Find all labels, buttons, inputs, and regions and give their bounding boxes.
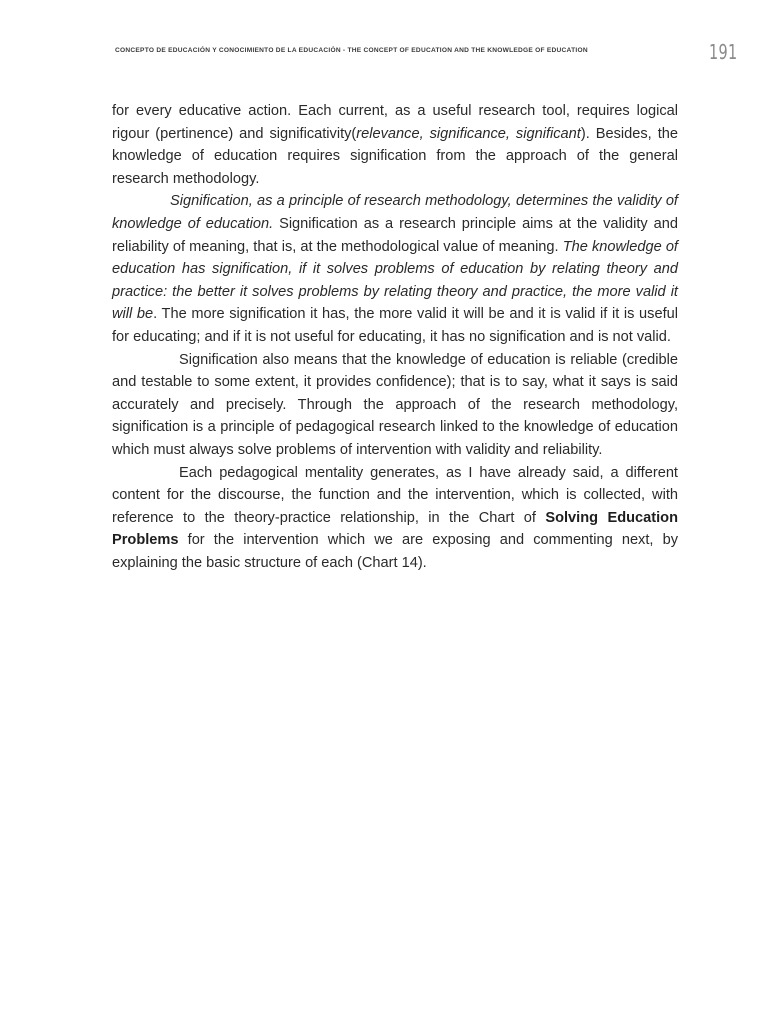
text-segment: for the intervention which we are exposing and commenting next, by explaining the basic structure of each (Chart 14). <box>112 532 678 571</box>
body-text <box>112 100 678 574</box>
text-segment: Signification also means that the knowledge of education is reliable (credible and testable to some extent, it provides confidence); that is to say, what it says is said accurately and precisely. Through the approach of the research methodology, signification is a principle of pedagogical research linked to the knowledge of education which must always solve problems of intervention with validity and reliability. <box>112 351 678 458</box>
text-segment: ). Besides, the knowledge of education requires signification from the approach of the general research methodology. <box>112 125 678 187</box>
text-segment-italic: Signification, as a principle of research methodology, determines the validity of knowledge of education. <box>112 193 678 232</box>
text-segment-italic: The knowledge of education has signification, if it solves problems of education by relating theory and practice: the better it solves problems by relating theory and practice, the more valid it will be <box>112 238 678 323</box>
text-segment: Each pedagogical mentality generates, as I have already said, a different content for the discourse, the function and the intervention, which is collected, with reference to the theory-practice relationship, in the Chart of <box>112 464 678 526</box>
text-segment-italic: relevance, significance, significant <box>356 125 581 142</box>
page-number: 191 <box>709 40 738 64</box>
text-segment: for every educative action. Each current, as a useful research tool, requires logical rigour (pertinence) and significativity( <box>112 103 678 142</box>
paragraph-4 <box>112 462 678 575</box>
paragraph-1 <box>112 100 678 190</box>
text-segment: . The more signification it has, the more valid it will be and it is valid if it is useful for educating; and if it is not useful for educating, it has no signification and is not valid. <box>112 306 679 345</box>
text-segment: Signification as a research principle aims at the validity and reliability of meaning, that is, at the methodological value of meaning. <box>112 215 679 255</box>
paragraph-2 <box>112 190 678 348</box>
paragraph-3 <box>112 349 678 462</box>
running-header: CONCEPTO DE EDUCACIÓN Y CONOCIMIENTO DE LA EDUCACIÓN - THE CONCEPT OF EDUCATION AND THE KNOWLEDGE OF EDUCATION <box>115 47 588 54</box>
chart-title-bold: Solving Education Problems <box>112 509 678 549</box>
